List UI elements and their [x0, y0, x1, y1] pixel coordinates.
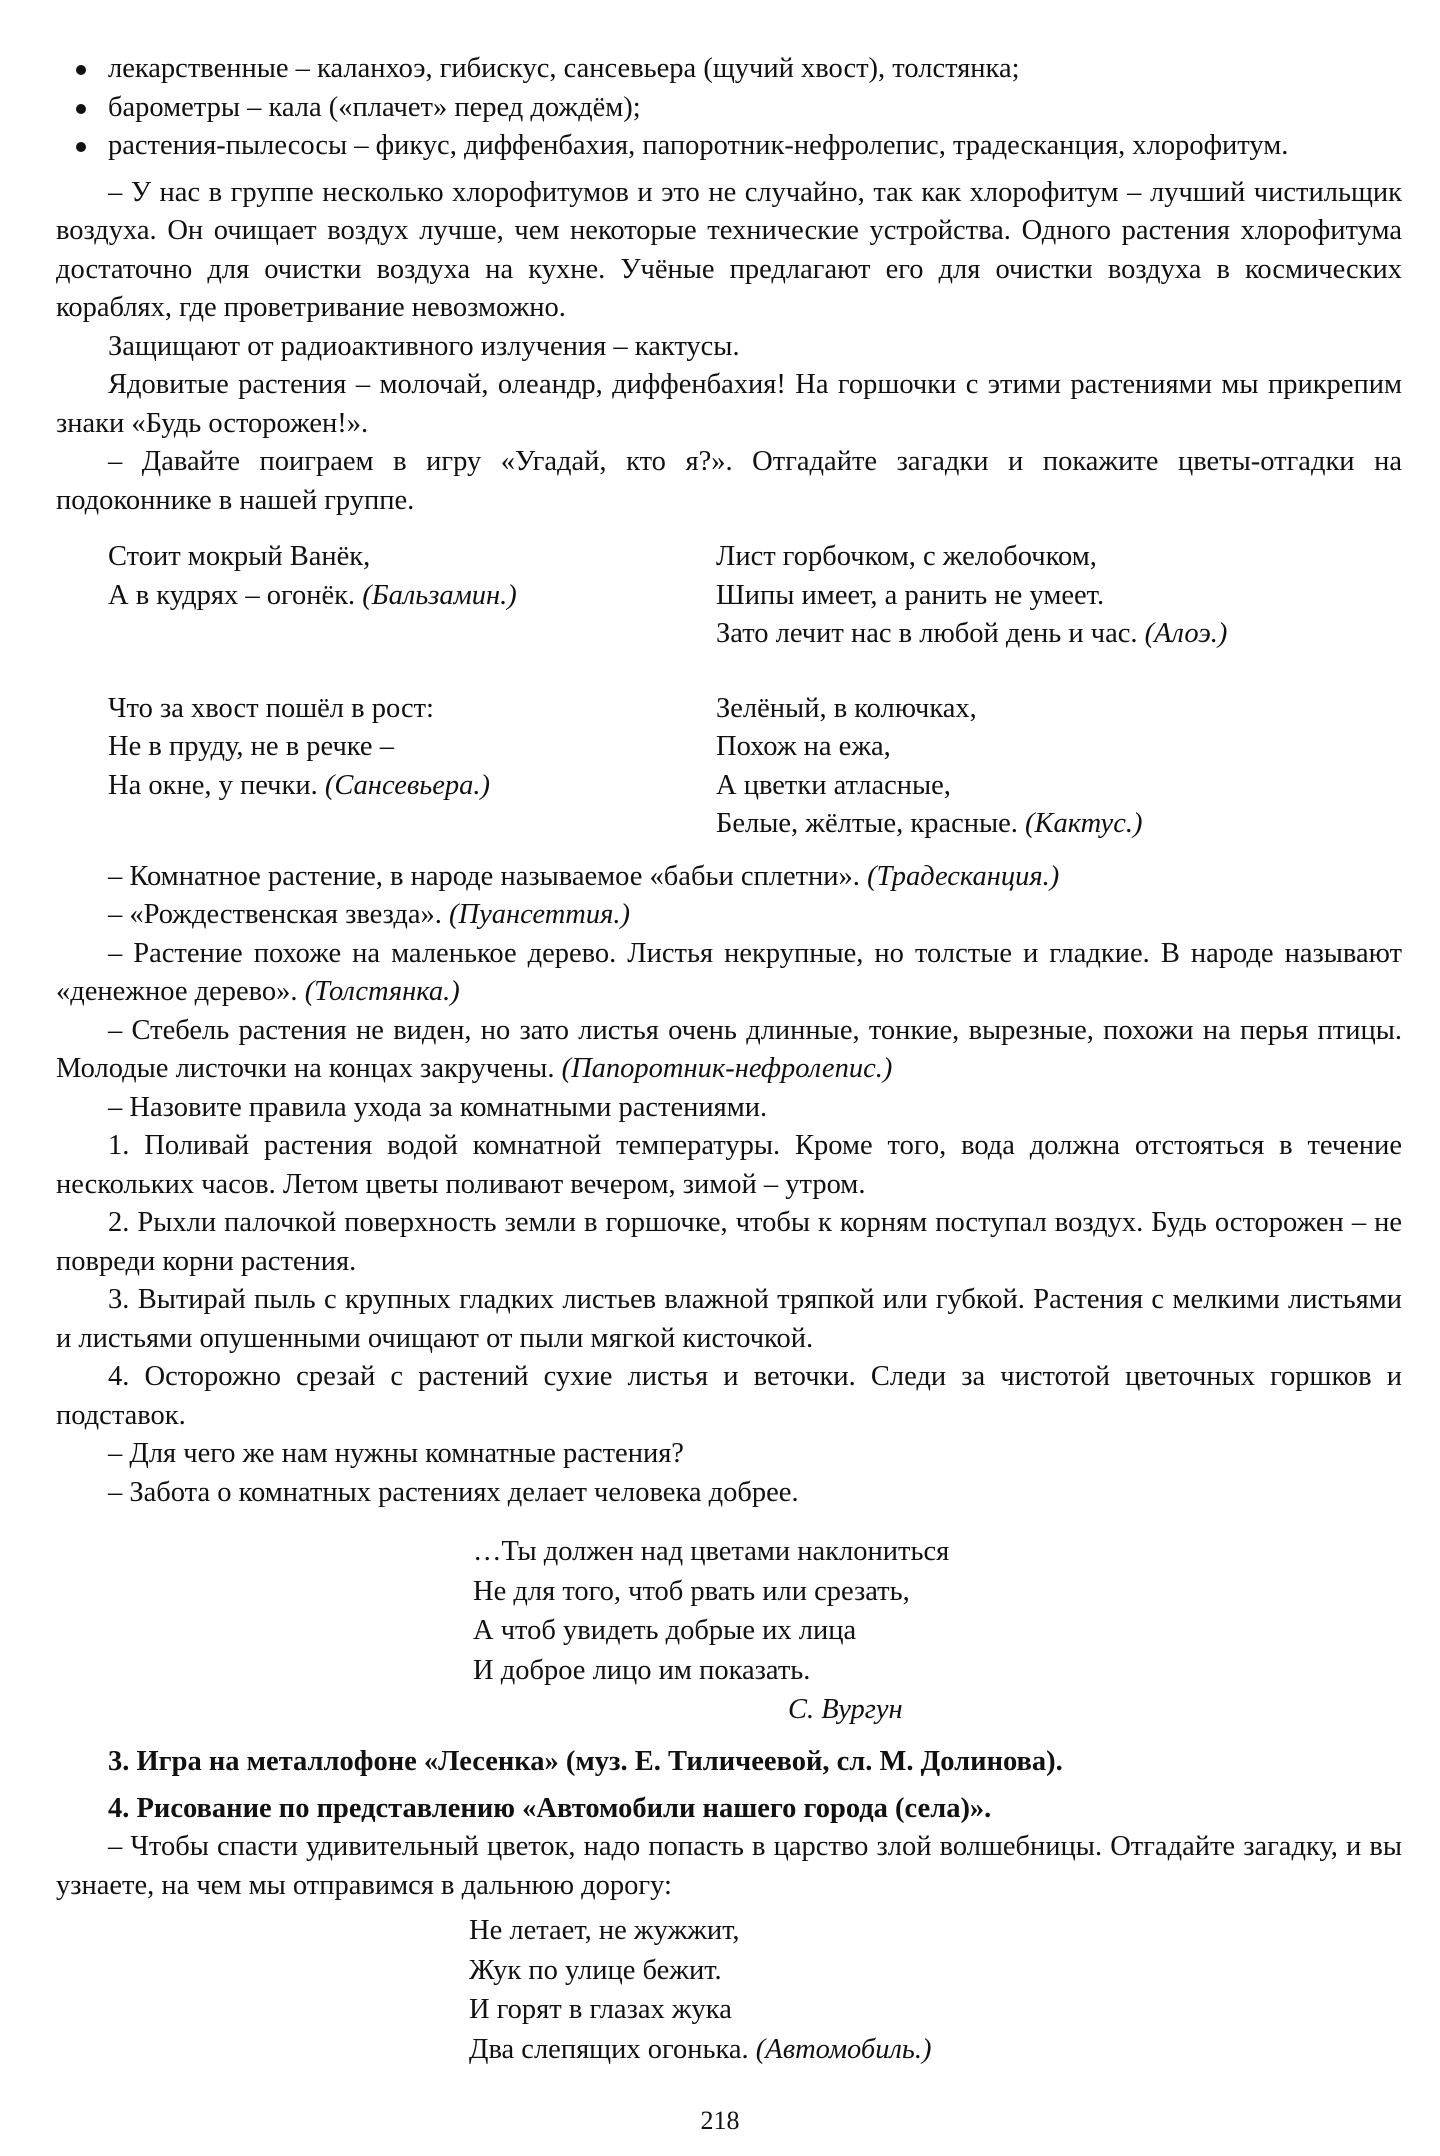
rule-item: 2. Рыхли палочкой поверхность земли в горшочке, чтобы к корням поступал воздух. Будь осторожен – не повреди корни растения.	[56, 1207, 1402, 1277]
poem-author: С. Вургун	[788, 1694, 903, 1725]
list-item: барометры – кала («плачет» перед дождём);	[56, 89, 1402, 128]
page-number: 218	[700, 2106, 740, 2135]
riddle-line: Похож на ежа,	[716, 731, 891, 762]
riddle-line: А цветки атласные,	[716, 769, 951, 801]
section-heading-3: 3. Игра на металлофоне «Лесенка» (муз. Е. Тиличеевой, сл. М. Долинова).	[108, 1746, 1063, 1777]
poem-line: Не для того, чтоб рвать или срезать,	[473, 1575, 910, 1607]
paragraph-journey: – Чтобы спасти удивительный цветок, надо попасть в царство злой волшебницы. Отгадайте загадку, и вы узнаете, на чем мы отправимся в дальнюю дорогу:	[56, 1831, 1402, 1901]
poem-line: И доброе лицо им показать.	[473, 1654, 811, 1686]
riddle-sansevieria	[56, 690, 716, 844]
riddle-line: Белые, жёлтые, красные. (Кактус.)	[716, 808, 1143, 839]
riddle-car	[469, 1911, 1402, 2069]
riddle-line: А в кудрях – огонёк. (Бальзамин.)	[108, 579, 517, 611]
answer-kindness: – Забота о комнатных растениях делает человека добрее.	[108, 1476, 799, 1508]
paragraph-cactus: Защищают от радиоактивного излучения – кактусы.	[108, 330, 740, 362]
rule-item: 1. Поливай растения водой комнатной температуры. Кроме того, вода должна отстояться в течение нескольких часов. Летом цветы поливают вечером, зимой – утром.	[56, 1130, 1402, 1200]
paragraph-poisonous: Ядовитые растения – молочай, олеандр, диффенбахия! На горшочки с этими растениями мы прикрепим знаки «Будь осторожен!».	[56, 369, 1402, 439]
rules-intro: – Назовите правила ухода за комнатными растениями.	[108, 1091, 768, 1123]
riddle-answer: (Бальзамин.)	[362, 579, 517, 611]
riddle-answer: (Автомобиль.)	[755, 2033, 932, 2065]
plant-types-list	[56, 50, 1402, 166]
riddle-line: Зато лечит нас в любой день и час. (Алоэ.)	[716, 618, 1228, 649]
question-poinsettia: – «Рождественская звезда». (Пуансеттия.)	[108, 899, 630, 930]
question-fern: – Стебель растения не виден, но зато листья очень длинные, тонкие, вырезные, похожи на перья птицы. Молодые листочки на концах закручены. (Папоротник-нефролепис.)	[56, 1014, 1402, 1084]
riddle-aloe	[716, 538, 1402, 654]
riddle-line: Стоит мокрый Ванёк,	[108, 541, 371, 572]
riddle-answer: (Кактус.)	[1025, 808, 1143, 839]
rule-item: 3. Вытирай пыль с крупных гладких листьев влажной тряпкой или губкой. Растения с мелкими листьями и листьями опушенными очищают от пыли мягкой кисточкой.	[56, 1284, 1402, 1354]
riddle-line: Не в пруду, не в речке –	[108, 731, 394, 762]
list-item: растения-пылесосы – фикус, диффенбахия, папоротник-нефролепис, традесканция, хлорофитум.	[56, 127, 1402, 166]
riddle-line: Два слепящих огонька. (Автомобиль.)	[469, 2033, 932, 2065]
riddle-answer: (Алоэ.)	[1144, 618, 1228, 649]
riddle-line: Не летает, не жужжит,	[469, 1915, 740, 1946]
paragraph-game-intro: – Давайте поиграем в игру «Угадай, кто я?». Отгадайте загадки и покажите цветы-отгадки на подоконнике в нашей группе.	[56, 446, 1402, 516]
rule-item: 4. Осторожно срезай с растений сухие листья и веточки. Следи за чистотой цветочных горшков и подставок.	[56, 1361, 1402, 1431]
list-item: лекарственные – каланхоэ, гибискус, сансевьера (щучий хвост), толстянка;	[56, 50, 1402, 89]
riddle-answer: (Сансевьера.)	[324, 769, 490, 801]
riddle-line: Шипы имеет, а ранить не умеет.	[716, 579, 1105, 611]
riddle-line: Жук по улице бежит.	[469, 1954, 722, 1986]
poem-vurgun	[473, 1532, 1402, 1690]
section-heading-4: 4. Рисование по представлению «Автомобили нашего города (села)».	[108, 1792, 992, 1824]
riddle-cactus	[716, 690, 1402, 844]
riddle-line: На окне, у печки. (Сансевьера.)	[108, 769, 490, 801]
riddles-block	[56, 538, 1402, 844]
question-crassula: – Растение похоже на маленькое дерево. Листья некрупные, но толстые и гладкие. В народе называют «денежное дерево». (Толстянка.)	[56, 937, 1402, 1007]
riddle-line: Лист горбочком, с желобочком,	[716, 541, 1097, 572]
poem-line: …Ты должен над цветами наклониться	[473, 1536, 950, 1567]
riddle-line: Что за хвост пошёл в рост:	[108, 692, 434, 724]
question-why: – Для чего же нам нужны комнатные растения?	[108, 1438, 684, 1469]
riddle-line: И горят в глазах жука	[469, 1994, 732, 2025]
poem-line: А чтоб увидеть добрые их лица	[473, 1615, 857, 1646]
paragraph-chlorophytum: – У нас в группе несколько хлорофитумов и это не случайно, так как хлорофитум – лучший чистильщик воздуха. Он очищает воздух лучше, чем некоторые технические устройства. Одного растения хлорофитума достаточно для очистки воздуха на кухне. Учёные предлагают его для очистки воздуха в космических кораблях, где проветривание невозможно.	[56, 176, 1402, 323]
riddle-balsam	[56, 538, 716, 654]
riddle-line: Зелёный, в колючках,	[716, 692, 977, 724]
question-tradescantia: – Комнатное растение, в народе называемое «бабьи сплетни». (Традесканция.)	[108, 860, 1060, 892]
